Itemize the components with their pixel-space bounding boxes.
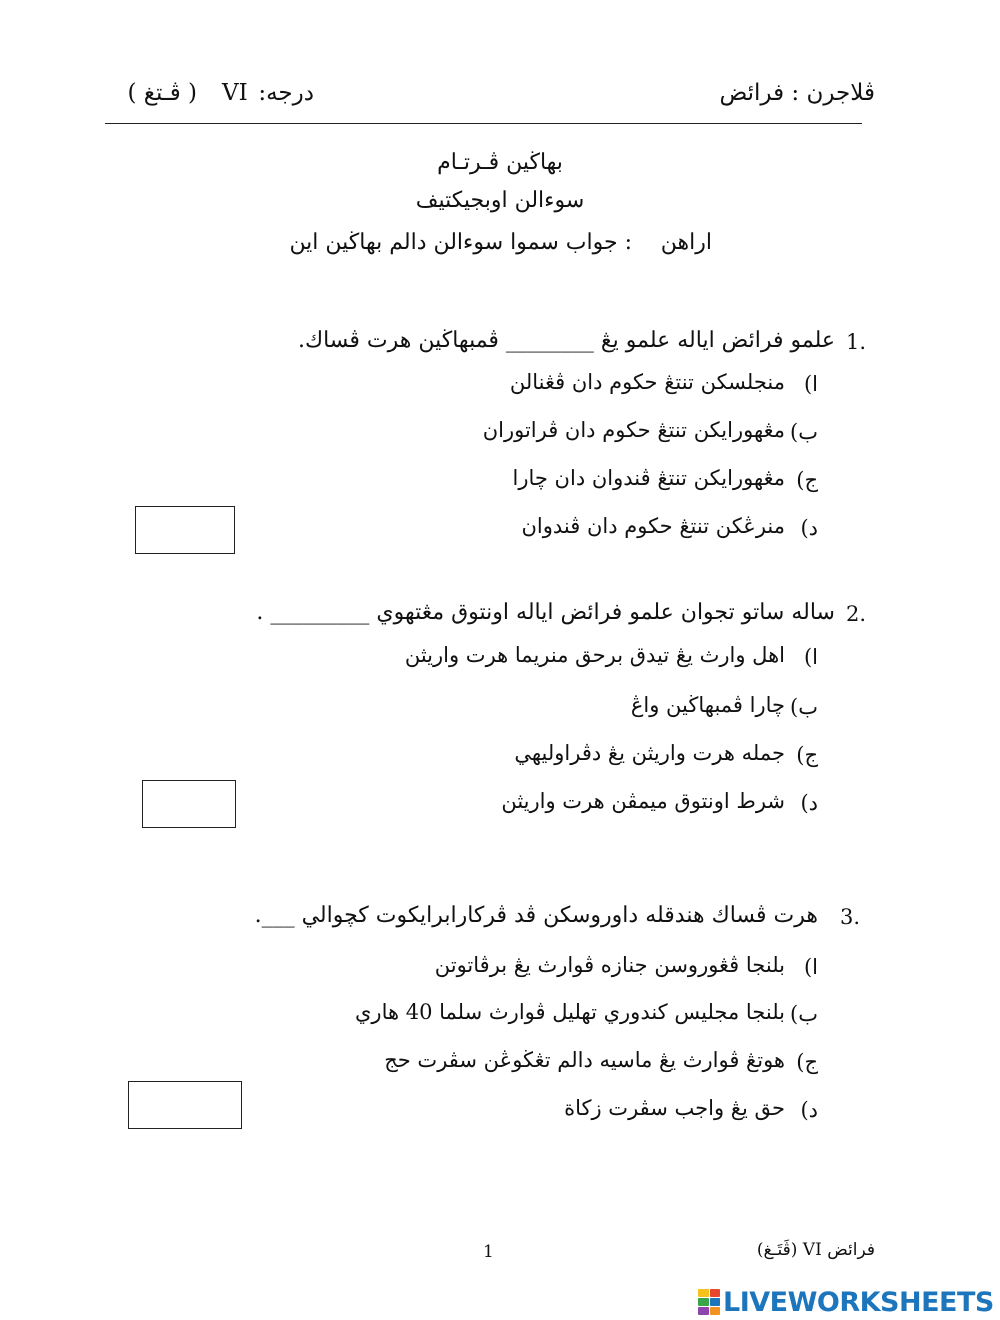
liveworksheets-logo-icon xyxy=(698,1289,720,1315)
option-text: چارا ڤمبهاڬين واڠ xyxy=(630,693,785,717)
option-letter: ج) xyxy=(796,743,818,767)
option-letter: د) xyxy=(800,791,818,815)
option-letter: ب) xyxy=(790,420,818,444)
option-text: منجلسكن تنتڠ حكوم دان ڤڠنالن xyxy=(509,370,785,394)
option-letter: ا) xyxy=(803,955,818,979)
page-number: 1 xyxy=(483,1242,494,1262)
option-text: هوتڠ ڤوارث يڠ ماسيه دالم تڠڬوڠن سڤرت حج xyxy=(384,1048,785,1072)
question-text: علمو فرائض اياله علمو يڠ ________ ڤمبهاڬين هرت ڤساك. xyxy=(297,328,835,353)
option-letter: د) xyxy=(800,1098,818,1122)
section-subtitle: سوءالن اوبجيكتيف xyxy=(415,188,585,213)
option-text: مڠهورايكن تنتڠ ڤندوان دان چارا xyxy=(512,466,785,490)
instruction-label: اراهن xyxy=(660,230,712,255)
option-text: منرڠكن تنتڠ حكوم دان ڤندوان xyxy=(521,514,785,538)
question-number: 2. xyxy=(846,602,867,626)
option-letter: ج) xyxy=(796,468,818,492)
option-text: مڠهورايكن تنتڠ حكوم دان ڤراتوران xyxy=(482,418,785,442)
option-text: بلنجا مجليس كندوري تهليل ڤوارث سلما 40 هاري xyxy=(355,1000,785,1024)
liveworksheets-brand xyxy=(698,1284,994,1320)
option-text: شرط اونتوق ميمڤن هرت واريثن xyxy=(501,789,785,813)
question-number: 3. xyxy=(840,905,861,929)
option-letter: ج) xyxy=(796,1050,818,1074)
header-divider xyxy=(105,123,862,124)
subject-heading: ڤلاجرن : فرائض xyxy=(719,80,875,106)
grade-label: درجه: xyxy=(258,80,314,106)
option-letter: ب) xyxy=(790,695,818,719)
question-text: ساله ساتو تجوان علمو فرائض اياله اونتوق مڠتهوي _________ . xyxy=(256,600,835,625)
question-text: هرت ڤساك هندقله داوروسكن ڤد ڤركارابرايكوت كچوالي ___. xyxy=(254,903,818,928)
brand-name: LIVEWORKSHEETS xyxy=(723,1286,994,1318)
instruction-text: : جواب سموا سوءالن دالم بهاڬين اين xyxy=(289,230,632,255)
grade-value: VI xyxy=(222,80,248,106)
footer-course-label: فرائض VI (ڤَتَـغ) xyxy=(756,1240,875,1260)
option-letter: ا) xyxy=(803,645,818,669)
answer-box[interactable] xyxy=(135,506,235,554)
question-number: 1. xyxy=(846,330,867,354)
option-text: بلنجا ڤڠوروسن جنازه ڤوارث يڠ برڤاتوتن xyxy=(434,953,785,977)
answer-box[interactable] xyxy=(128,1081,242,1129)
option-letter: د) xyxy=(800,516,818,540)
option-letter: ا) xyxy=(803,372,818,396)
option-letter: ب) xyxy=(790,1002,818,1026)
option-text: اهل وارث يڠ تيدق برحق منريما هرت واريثن xyxy=(404,643,785,667)
answer-box[interactable] xyxy=(142,780,236,828)
section-title: بهاڬين ڤـرتـام xyxy=(437,150,563,175)
option-text: حق يڠ واجب سڤرت زكاة xyxy=(564,1096,785,1120)
grade-extra: ( ڤـتغ ) xyxy=(127,80,197,106)
option-text: جمله هرت واريثن يڠ دڤراوليهي xyxy=(514,741,785,765)
